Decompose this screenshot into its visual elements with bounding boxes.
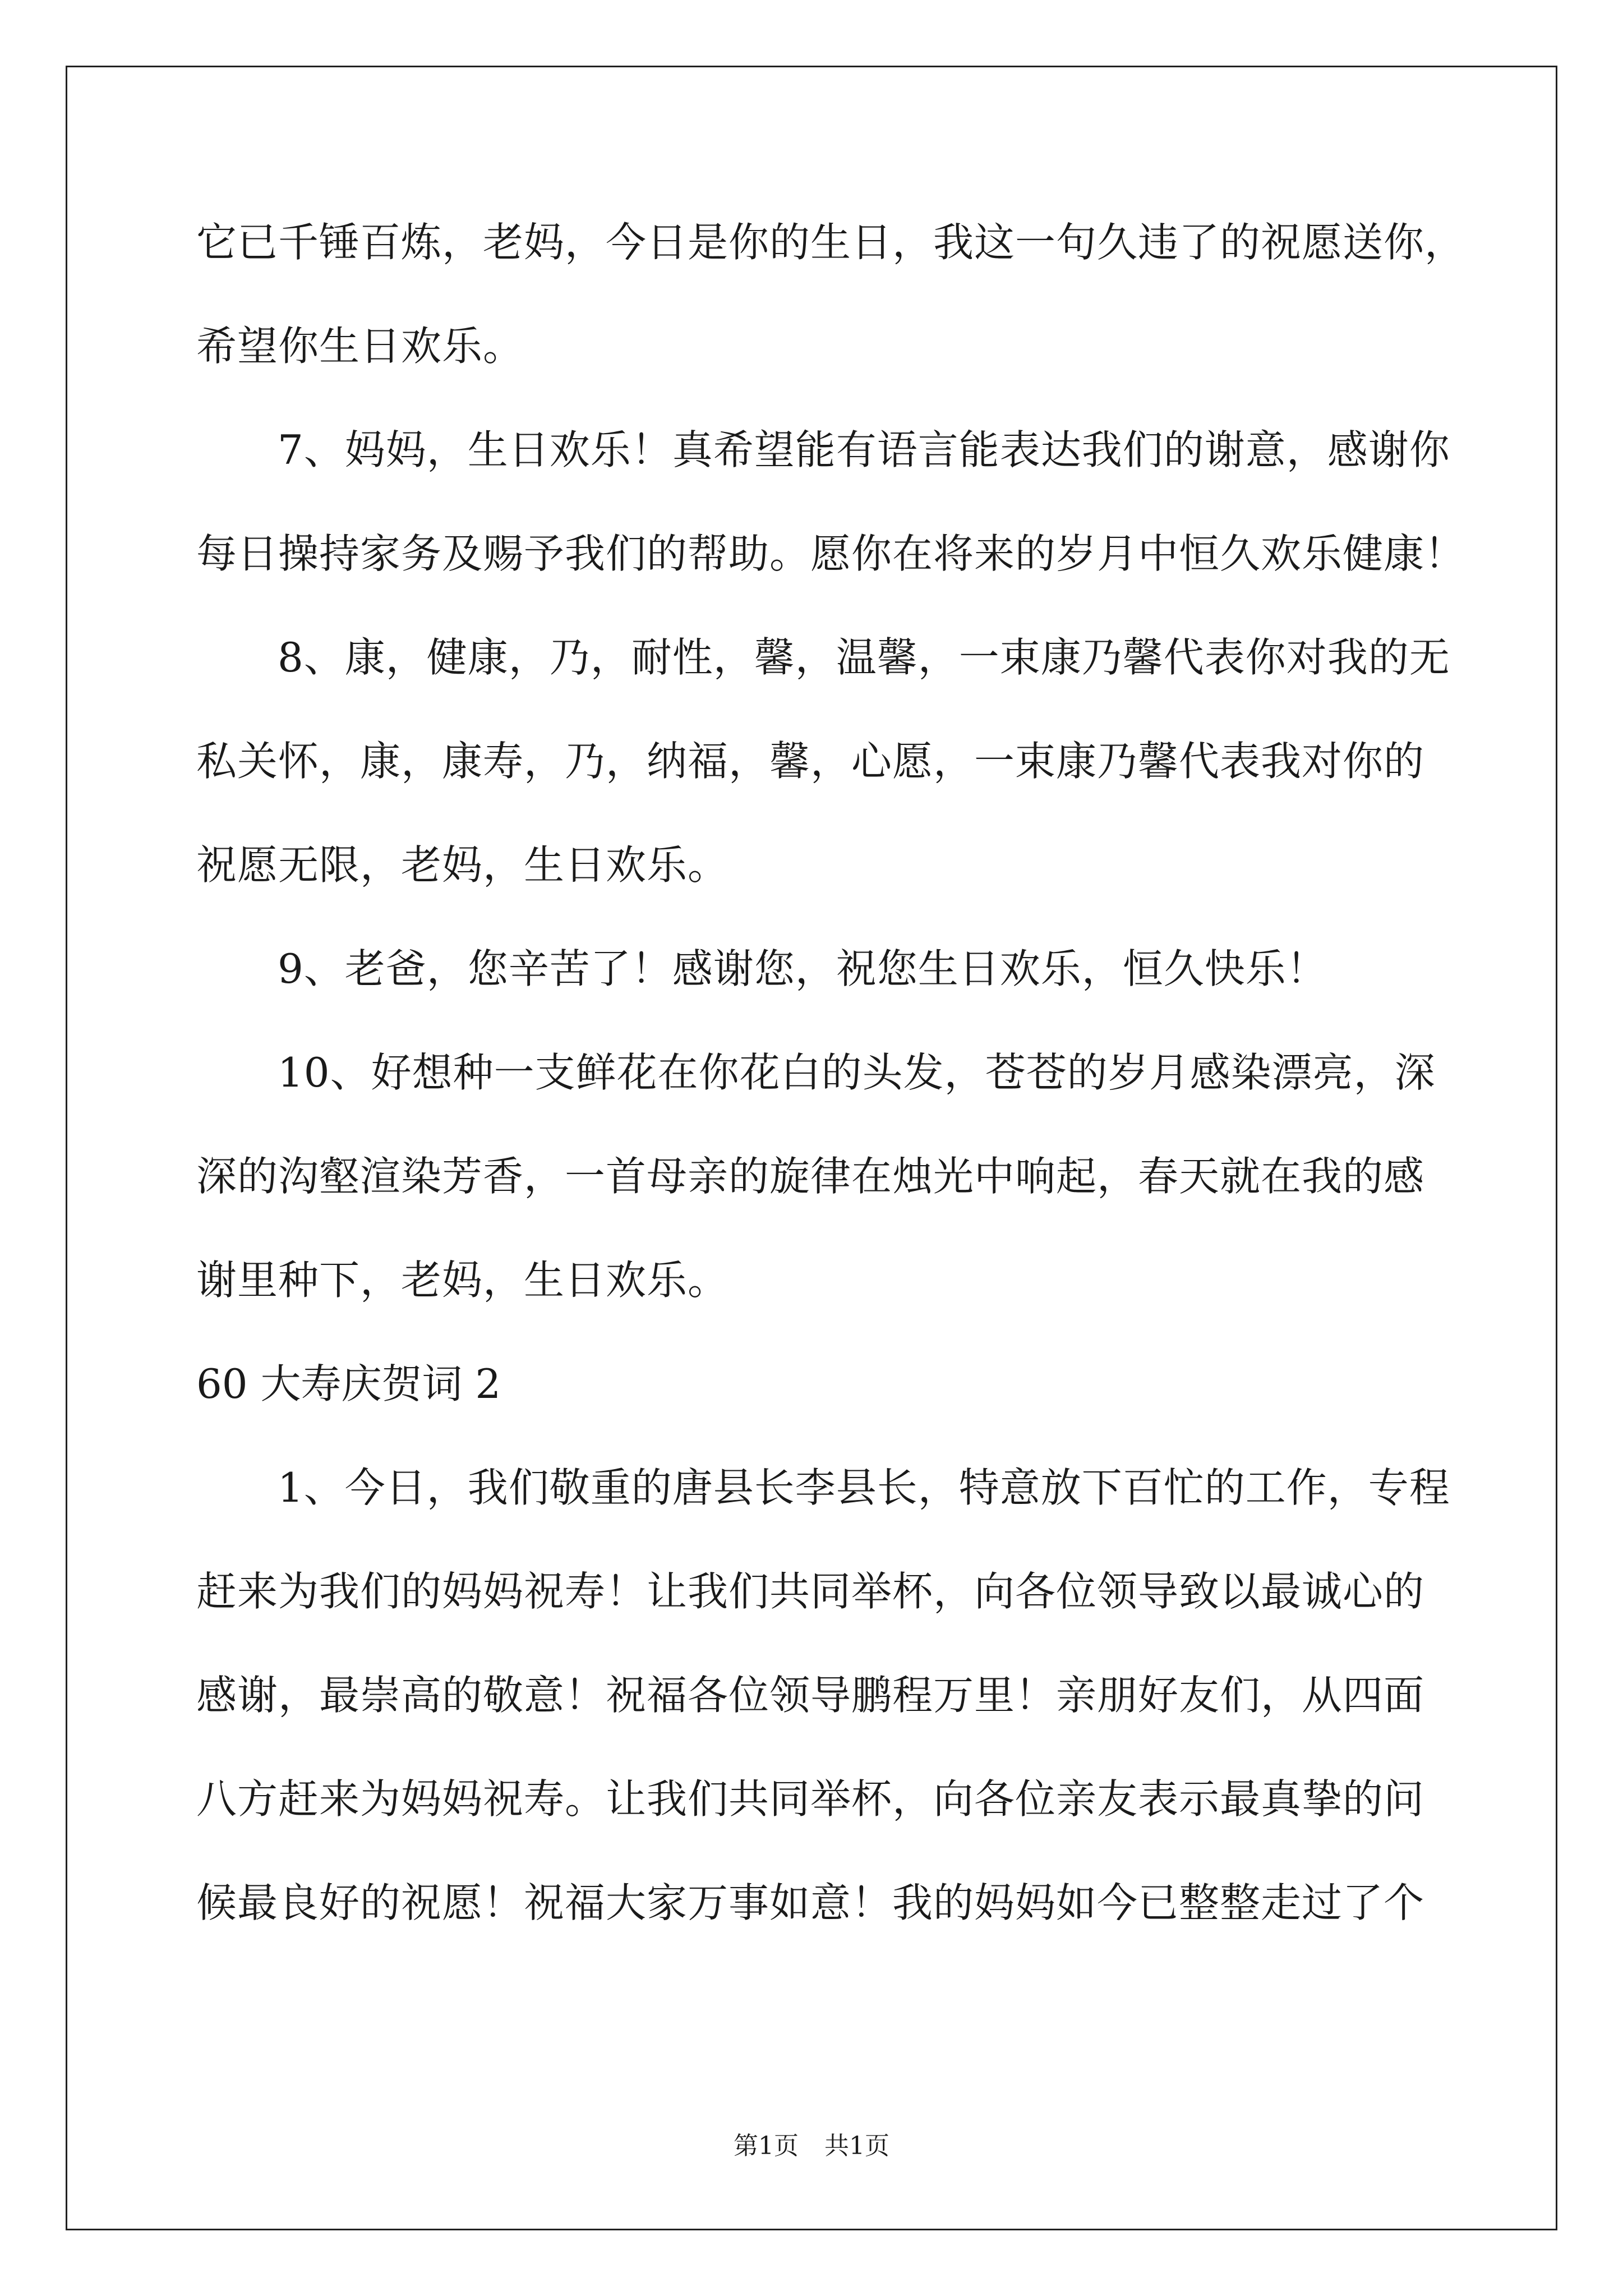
paragraph-8-line: 8、康，健康，乃，耐性，馨，温馨，一束康乃馨代表你对我的无 [278, 634, 1450, 681]
text-line: 候最良好的祝愿！祝福大家万事如意！我的妈妈如今已整整走过了个 [196, 1879, 1425, 1926]
text-line: 私关怀，康，康寿，乃，纳福，馨，心愿，一束康乃馨代表我对你的 [196, 738, 1425, 785]
text-line: 希望你生日欢乐。 [196, 323, 524, 370]
section-heading: 60 大寿庆贺词 2 [196, 1360, 501, 1407]
paragraph-7-line: 7、妈妈，生日欢乐！真希望能有语言能表达我们的谢意，感谢你 [278, 426, 1450, 473]
text-line: 它已千锤百炼，老妈，今日是你的生日，我这一句久违了的祝愿送你， [196, 219, 1466, 266]
text-line: 祝愿无限，老妈，生日欢乐。 [196, 841, 729, 889]
page-number-current: 第1页 [734, 2132, 799, 2160]
text-line: 赶来为我们的妈妈祝寿！让我们共同举杯，向各位领导致以最诚心的 [196, 1568, 1425, 1615]
text-line: 感谢，最崇高的敬意！祝福各位领导鹏程万里！亲朋好友们，从四面 [196, 1672, 1425, 1719]
paragraph-1-line: 1、今日，我们敬重的唐县长李县长，特意放下百忙的工作，专程 [278, 1464, 1450, 1511]
page-number-total: 共1页 [824, 2132, 889, 2160]
paragraph-9-line: 9、老爸，您辛苦了！感谢您，祝您生日欢乐，恒久快乐！ [278, 945, 1327, 992]
text-line: 八方赶来为妈妈祝寿。让我们共同举杯，向各位亲友表示最真挚的问 [196, 1775, 1425, 1823]
document-body [196, 191, 1466, 1955]
page-footer [0, 2129, 1623, 2163]
text-line: 深的沟壑渲染芳香，一首母亲的旋律在烛光中响起，春天就在我的感 [196, 1153, 1425, 1200]
paragraph-10-line: 10、好想种一支鲜花在你花白的头发，苍苍的岁月感染漂亮，深 [278, 1049, 1436, 1096]
text-line: 每日操持家务及赐予我们的帮助。愿你在将来的岁月中恒久欢乐健康！ [196, 530, 1466, 577]
text-line: 谢里种下，老妈，生日欢乐。 [196, 1257, 729, 1304]
